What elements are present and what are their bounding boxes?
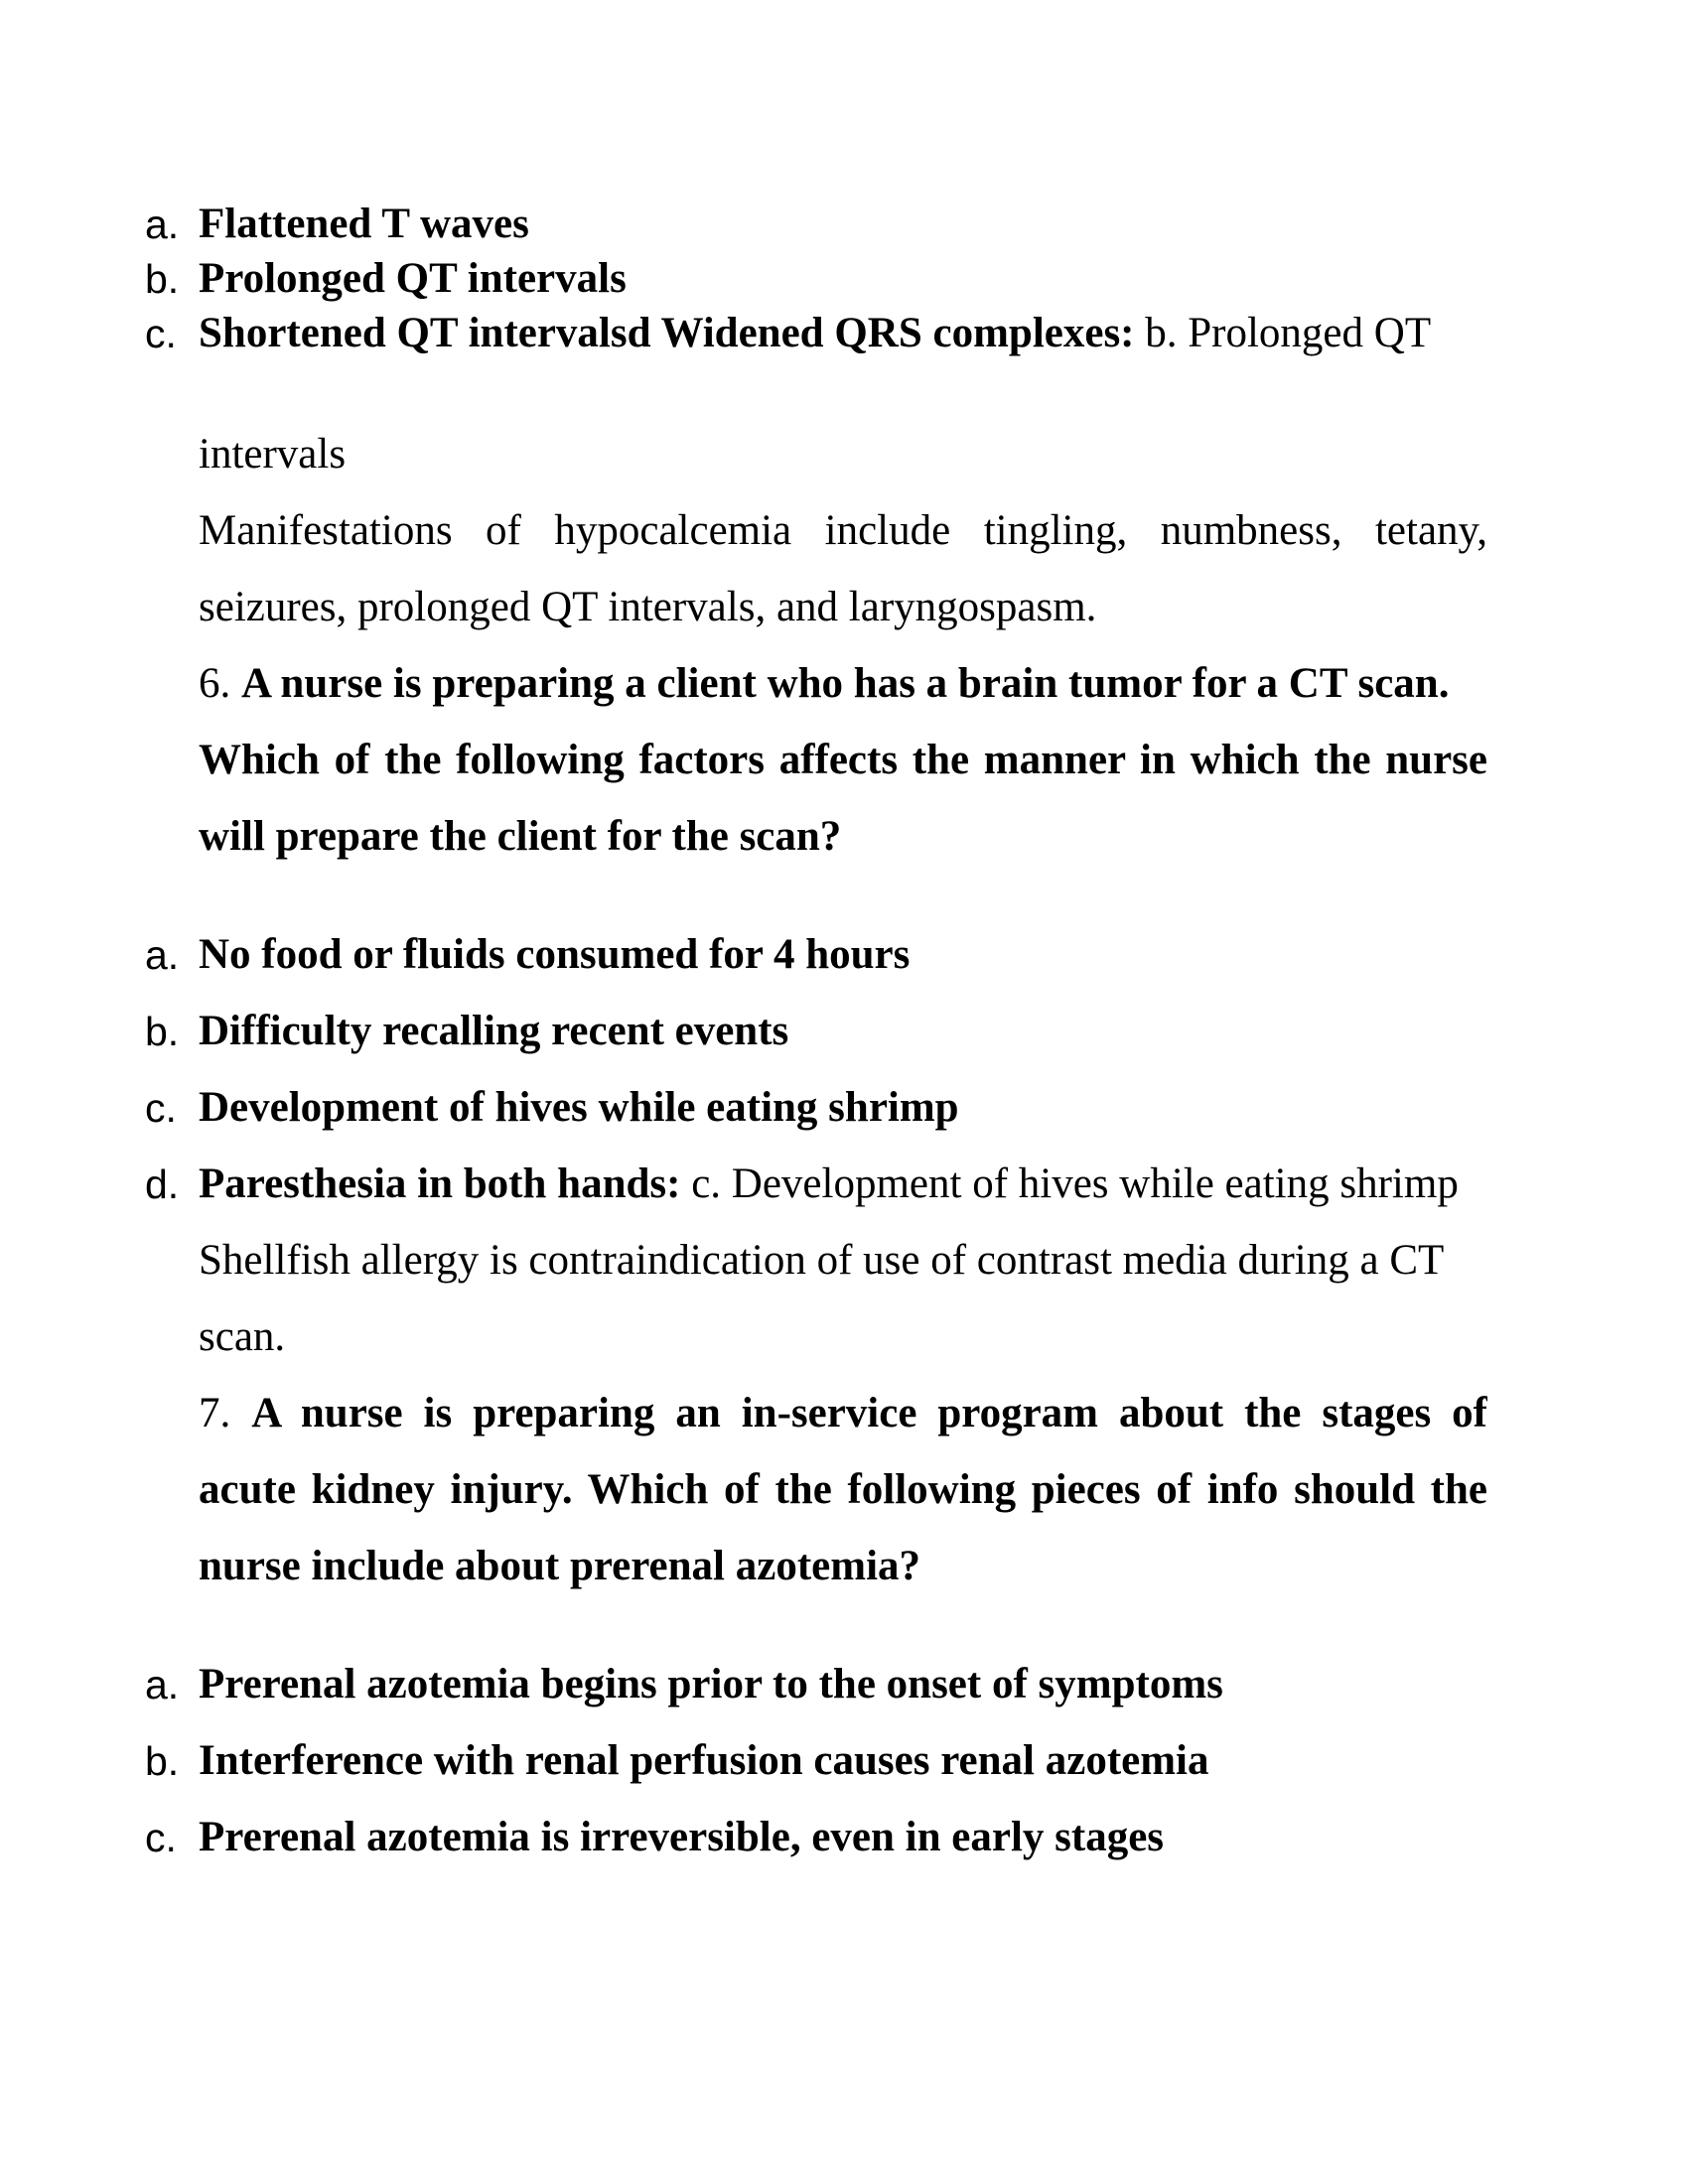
rationale-line — [0, 1305, 1688, 1369]
option-answer-line — [199, 302, 1431, 365]
rationale-text: Shellfish allergy is contraindication of use of contrast media during a CT — [199, 1237, 1445, 1284]
answer-continuation — [0, 423, 1688, 486]
option-text: Prolonged QT intervals — [199, 255, 627, 302]
question-text: A nurse is preparing an in-service program about the stages of — [251, 1390, 1487, 1436]
option-row — [0, 1653, 1688, 1716]
option-letter: a. — [145, 1662, 180, 1707]
option-row — [0, 1076, 1688, 1140]
option-row — [0, 1000, 1688, 1063]
option-letter: a. — [145, 202, 180, 247]
option-text: Development of hives while eating shrimp — [199, 1084, 959, 1131]
option-letter: b. — [145, 1738, 180, 1784]
question-text: nurse include about prerenal azotemia? — [199, 1543, 921, 1589]
answer-text: c. Development of hives while eating shrimp — [680, 1160, 1459, 1207]
option-text: Prerenal azotemia is irreversible, even in early stages — [199, 1814, 1165, 1860]
rationale-line — [0, 1229, 1688, 1293]
question-line — [0, 805, 1688, 869]
rationale-text: seizures, prolonged QT intervals, and laryngospasm. — [199, 584, 1097, 630]
rationale-line — [0, 576, 1688, 639]
question-line — [0, 1458, 1688, 1522]
option-letter: c. — [145, 311, 177, 356]
option-text: Paresthesia in both hands: — [199, 1160, 681, 1207]
rationale-text: Manifestations of hypocalcemia include tingling, numbness, tetany, — [199, 507, 1487, 554]
question-6-first-line — [199, 652, 1449, 716]
option-letter: a. — [145, 932, 180, 978]
question-number: 6. — [199, 660, 241, 707]
option-text: No food or fluids consumed for 4 hours — [199, 931, 911, 978]
option-answer-line — [199, 1153, 1459, 1216]
option-row — [0, 923, 1688, 987]
question-7-first-line — [199, 1382, 1487, 1445]
option-text: Difficulty recalling recent events — [199, 1008, 789, 1054]
option-text: Flattened T waves — [199, 201, 529, 247]
option-letter: b. — [145, 1009, 180, 1054]
option-letter: c. — [145, 1815, 177, 1860]
option-text: Shortened QT intervalsd Widened QRS complexes: — [199, 310, 1135, 356]
question-line — [0, 1382, 1688, 1445]
option-letter: c. — [145, 1085, 177, 1131]
answer-text-continued: intervals — [199, 431, 347, 478]
question-line — [0, 729, 1688, 792]
option-row-with-answer — [0, 1153, 1688, 1216]
option-letter: b. — [145, 256, 180, 302]
question-text: will prepare the client for the scan? — [199, 813, 842, 860]
option-row — [0, 1729, 1688, 1793]
option-letter: d. — [145, 1161, 180, 1207]
question-number: 7. — [199, 1390, 252, 1436]
rationale-line — [0, 499, 1688, 563]
question-text: Which of the following factors affects the manner in which the nurse — [199, 737, 1487, 783]
option-text: Interference with renal perfusion causes renal azotemia — [199, 1737, 1209, 1784]
option-text: Prerenal azotemia begins prior to the onset of symptoms — [199, 1661, 1223, 1707]
question-text: acute kidney injury. Which of the following pieces of info should the — [199, 1466, 1487, 1513]
question-line — [0, 652, 1688, 716]
rationale-text: scan. — [199, 1313, 286, 1360]
question-text: A nurse is preparing a client who has a brain tumor for a CT scan. — [241, 660, 1450, 707]
option-row — [0, 1806, 1688, 1869]
option-row-with-answer — [0, 310, 1688, 405]
question-line — [0, 1535, 1688, 1598]
answer-text: b. Prolonged QT — [1134, 310, 1432, 356]
